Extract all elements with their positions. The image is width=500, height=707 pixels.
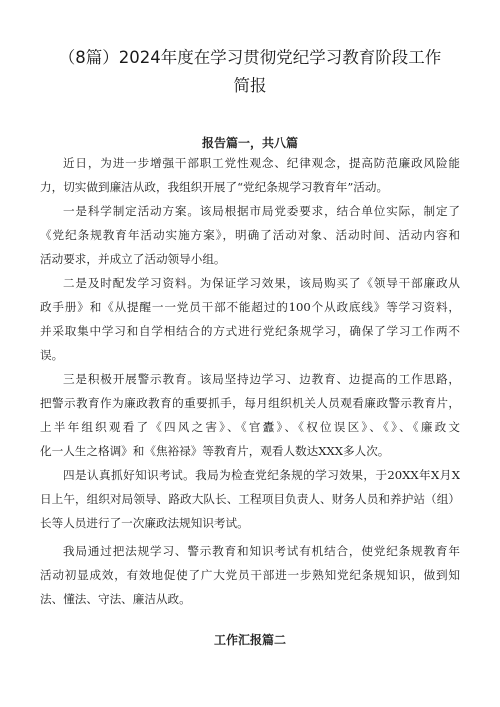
body-line: 一是科学制定活动方案。该局根据市局党委要求，结合单位实际，制定了 — [63, 204, 460, 218]
body-line: 化一人生之格调》和《焦裕禄》等教育片，观看人数达XXX多人次。 — [40, 444, 390, 458]
body-line: 四是认真抓好知识考试。我局为检查党纪条规的学习效果，于20XX年X月X — [63, 468, 460, 482]
body-line: 把警示教育作为廉政教育的重要抓手，每月组织机关人员观看廉政警示教育片， — [40, 396, 460, 410]
body-line: 《党纪条规教育年活动实施方案》，明确了活动对象、活动时间、活动内容和 — [40, 228, 460, 242]
body-line: 日上午，组织对局领导、路政大队长、工程项目负责人、财务人员和养护站（组） — [40, 492, 460, 506]
section-heading-2: 工作汇报篇二 — [213, 633, 286, 647]
section-heading-1: 报告篇一，共八篇 — [201, 136, 298, 150]
body-line: 活动初显成效，有效地促使了广大党员干部进一步熟知党纪条规知识，做到知 — [40, 568, 460, 582]
body-line: 政手册》和《从提醒一一党员干部不能超过的100个从政底线》等学习资料， — [40, 300, 460, 314]
body-line: 三是积极开展警示教育。该局坚持边学习、边教育、边提高的工作思路， — [63, 372, 460, 386]
document-title-line-2: 简报 — [233, 76, 267, 95]
body-line: 并采取集中学习和自学相结合的方式进行党纪条规学习，确保了学习工作两不 — [40, 324, 460, 338]
body-line: 法、懂法、守法、廉洁从政。 — [40, 592, 191, 606]
body-line: 上半年组织观看了《四风之害》、《官蠹》、《权位误区》、《》、《廉政文 — [40, 420, 460, 434]
body-line: 二是及时配发学习资料。为保证学习效果，该局购买了《领导干部廉政从 — [63, 276, 460, 290]
body-line: 近日，为进一步增强干部职工党性观念、纪律观念，提高防范廉政风险能 — [63, 156, 460, 170]
body-line: 力，切实做到廉洁从政，我组织开展了“党纪条规学习教育年”活动。 — [40, 180, 389, 194]
body-line: 活动要求，并成立了活动领导小组。 — [40, 252, 226, 266]
body-line: 长等人员进行了一次廉政法规知识考试。 — [40, 516, 249, 530]
document-title-line-1: （8篇）2024年度在学习贯彻党纪学习教育阶段工作 — [58, 48, 442, 67]
body-line: 误。 — [40, 348, 64, 362]
body-line: 我局通过把法规学习、警示教育和知识考试有机结合，使党纪条规教育年 — [63, 544, 460, 558]
